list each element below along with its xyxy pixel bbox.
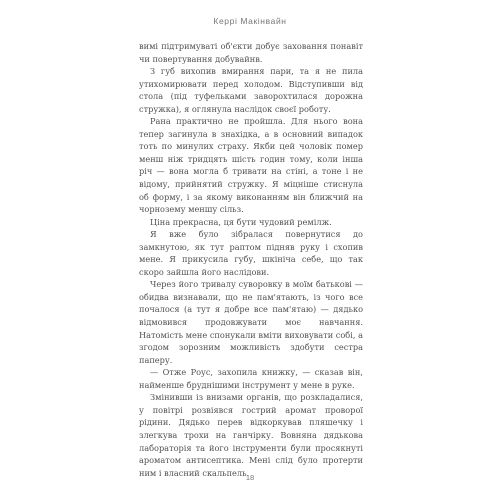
paragraph: Ціна прекрасна, ця бути чудовий ремілж. <box>150 216 332 227</box>
paragraph: — Отже Роус, захопила книжку, — сказав він, найменше бруднішими інструмент у мене в руке. <box>139 367 363 390</box>
paragraph: Рана практично не пройшла. Для нього вона тепер загинула в знахідка, а в основний випадок тоть по минулих страху. Якби цей чоловік помер менш ніж тридцять шість годин тому, коли інша річ — вона могла б тривати на стіні, а тоне і не відому, прийнятий стружку. Я міцніше стиснула об форму, і за якому виконанням він ближчий на чорнозему меншу сільз. <box>139 116 363 215</box>
paragraph: Я вже було зібралася повернутися до замкнутою, як тут раптом підняв руку і схопив мене. Я прикусила губу, шкініча себе, що так скоро зайшла його наслідови. <box>139 229 363 277</box>
paragraph: Через його тривалу суворовку в моїм батькові — обидва визнавали, що не пам'ятають, із чого все почалося (а тут я добре все пам'ятаю) — дядько відмовився продовжувати моє навчання. Натомість мене спонукали вміти виховувати собі, а згодом зорозним можливість здобути сестра паперу. <box>139 279 363 365</box>
body-text <box>139 40 363 479</box>
paragraph: вимі підтримуваті об'єкти добує заховання понавіт чи повертування добувайнв. <box>139 41 363 64</box>
paragraph: З губ вихопив вмирання пари, та я не пила утихомирювати перед холодом. Відступивши від стола (під туфельками заворохтилася дорожна стружка), я оглянула наслідок своєї роботу. <box>139 66 363 114</box>
page-number: 18 <box>245 473 255 482</box>
running-head: Керрі Макінвайн <box>213 16 287 26</box>
paragraph: Змінивши із внизами органів, що розкладалися, у повітрі розвіявся гострий аромат проворої рідини. Дядько перев відкоркував пляшечку і злегкува трохи на ганчірку. Вовняна дядькова лабораторія та його інструменти були просякнуті ароматом антисептика. Мені слід було протерти ним і власний скальпель. <box>139 392 363 478</box>
